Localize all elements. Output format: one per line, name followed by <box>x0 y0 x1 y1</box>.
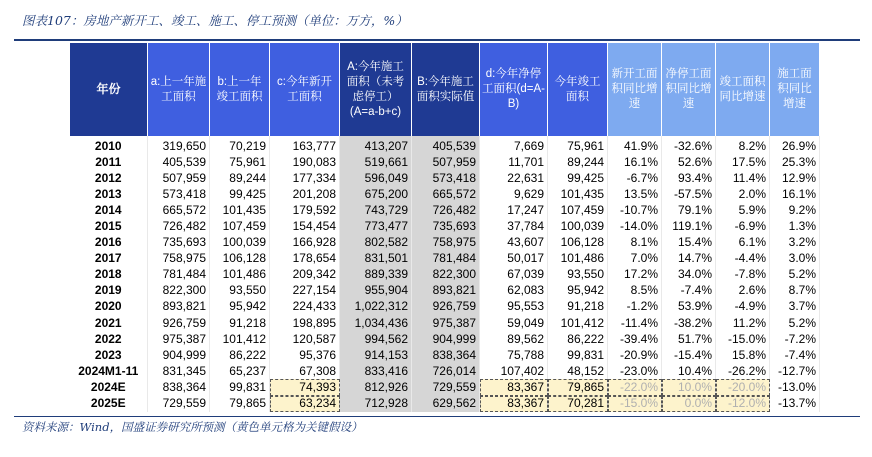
forecast-table <box>69 42 820 412</box>
value-cell: -7.4% <box>662 283 716 299</box>
value-cell: 926,759 <box>412 299 480 315</box>
value-cell: 11.4% <box>716 170 770 186</box>
value-cell: 70,281 <box>548 396 608 412</box>
year-cell: 2012 <box>70 170 148 186</box>
value-cell: 75,961 <box>548 136 608 154</box>
value-cell: 8.5% <box>608 283 662 299</box>
value-cell: 665,572 <box>412 186 480 202</box>
value-cell: 665,572 <box>148 202 210 218</box>
value-cell: 100,039 <box>548 218 608 234</box>
year-cell: 2013 <box>70 186 148 202</box>
value-cell: 9,629 <box>480 186 548 202</box>
table-row <box>70 283 820 299</box>
value-cell: 52.6% <box>662 154 716 170</box>
value-cell: 6.1% <box>716 235 770 251</box>
value-cell: 758,975 <box>412 235 480 251</box>
value-cell: 735,693 <box>412 218 480 234</box>
header-cell: A:今年施工面积（未考虑停工）(A=a-b+c) <box>340 43 412 137</box>
value-cell: 154,454 <box>270 218 340 234</box>
value-cell: 17,247 <box>480 202 548 218</box>
value-cell: 50,017 <box>480 251 548 267</box>
value-cell: 758,975 <box>148 251 210 267</box>
table-row <box>70 154 820 170</box>
value-cell: 1.3% <box>770 218 820 234</box>
table-row <box>70 170 820 186</box>
value-cell: 822,300 <box>148 283 210 299</box>
value-cell: 8.2% <box>716 136 770 154</box>
value-cell: 14.7% <box>662 251 716 267</box>
header-cell: 净停工面积同比增速 <box>662 43 716 137</box>
year-cell: 2019 <box>70 283 148 299</box>
source-rule <box>14 416 860 417</box>
value-cell: 86,222 <box>548 331 608 347</box>
value-cell: 101,412 <box>210 331 270 347</box>
value-cell: 178,654 <box>270 251 340 267</box>
year-cell: 2021 <box>70 315 148 331</box>
value-cell: 726,482 <box>412 202 480 218</box>
value-cell: 838,364 <box>148 379 210 395</box>
value-cell: 190,083 <box>270 154 340 170</box>
value-cell: -12.0% <box>716 396 770 412</box>
table-row <box>70 202 820 218</box>
year-cell: 2022 <box>70 331 148 347</box>
value-cell: 209,342 <box>270 267 340 283</box>
value-cell: 975,387 <box>148 331 210 347</box>
value-cell: 573,418 <box>412 170 480 186</box>
value-cell: 781,484 <box>412 251 480 267</box>
value-cell: 95,942 <box>210 299 270 315</box>
year-cell: 2024E <box>70 379 148 395</box>
value-cell: 975,387 <box>412 315 480 331</box>
value-cell: -7.8% <box>716 267 770 283</box>
value-cell: 11.2% <box>716 315 770 331</box>
value-cell: 629,562 <box>412 396 480 412</box>
value-cell: 838,364 <box>412 347 480 363</box>
value-cell: -13.7% <box>770 396 820 412</box>
value-cell: 53.9% <box>662 299 716 315</box>
value-cell: -38.2% <box>662 315 716 331</box>
value-cell: 101,486 <box>210 267 270 283</box>
value-cell: 79,865 <box>548 379 608 395</box>
value-cell: 227,154 <box>270 283 340 299</box>
value-cell: 79,865 <box>210 396 270 412</box>
value-cell: 10.4% <box>662 363 716 379</box>
value-cell: 51.7% <box>662 331 716 347</box>
value-cell: 93.4% <box>662 170 716 186</box>
value-cell: -6.7% <box>608 170 662 186</box>
value-cell: 955,904 <box>340 283 412 299</box>
value-cell: -7.4% <box>770 347 820 363</box>
value-cell: -15.4% <box>662 347 716 363</box>
value-cell: 62,083 <box>480 283 548 299</box>
value-cell: 7,669 <box>480 136 548 154</box>
value-cell: 712,928 <box>340 396 412 412</box>
value-cell: 26.9% <box>770 136 820 154</box>
value-cell: 99,425 <box>210 186 270 202</box>
value-cell: 12.9% <box>770 170 820 186</box>
value-cell: 904,999 <box>412 331 480 347</box>
value-cell: 10.0% <box>662 379 716 395</box>
value-cell: 224,433 <box>270 299 340 315</box>
value-cell: 99,831 <box>210 379 270 395</box>
value-cell: 63,234 <box>270 396 340 412</box>
value-cell: 67,039 <box>480 267 548 283</box>
year-cell: 2025E <box>70 396 148 412</box>
table-row <box>70 396 820 412</box>
year-cell: 2010 <box>70 136 148 154</box>
header-cell: 竣工面积同比增速 <box>716 43 770 137</box>
value-cell: 198,895 <box>270 315 340 331</box>
value-cell: 107,459 <box>210 218 270 234</box>
value-cell: 79.1% <box>662 202 716 218</box>
value-cell: -7.2% <box>770 331 820 347</box>
header-row <box>70 43 820 137</box>
value-cell: 22,631 <box>480 170 548 186</box>
value-cell: -6.9% <box>716 218 770 234</box>
value-cell: -15.0% <box>716 331 770 347</box>
value-cell: -1.2% <box>608 299 662 315</box>
value-cell: 573,418 <box>148 186 210 202</box>
value-cell: 413,207 <box>340 136 412 154</box>
value-cell: 0.0% <box>662 396 716 412</box>
value-cell: 74,393 <box>270 379 340 395</box>
value-cell: 926,759 <box>148 315 210 331</box>
header-cell: d:今年净停工面积(d=A-B) <box>480 43 548 137</box>
value-cell: 34.0% <box>662 267 716 283</box>
table-body <box>70 136 820 412</box>
year-cell: 2024M1-11 <box>70 363 148 379</box>
value-cell: 179,592 <box>270 202 340 218</box>
table-row <box>70 379 820 395</box>
value-cell: 101,435 <box>210 202 270 218</box>
source-note: 资料来源：Wind，国盛证券研究所预测（黄色单元格为关键假设） <box>22 420 363 434</box>
value-cell: 163,777 <box>270 136 340 154</box>
header-cell: c:今年新开工面积 <box>270 43 340 137</box>
value-cell: 904,999 <box>148 347 210 363</box>
value-cell: 95,553 <box>480 299 548 315</box>
value-cell: 729,559 <box>412 379 480 395</box>
value-cell: -20.9% <box>608 347 662 363</box>
value-cell: -13.0% <box>770 379 820 395</box>
value-cell: 89,244 <box>548 154 608 170</box>
table-row <box>70 363 820 379</box>
value-cell: 675,200 <box>340 186 412 202</box>
value-cell: 11,701 <box>480 154 548 170</box>
value-cell: 43,607 <box>480 235 548 251</box>
value-cell: 773,477 <box>340 218 412 234</box>
value-cell: 893,821 <box>148 299 210 315</box>
value-cell: 914,153 <box>340 347 412 363</box>
value-cell: 17.5% <box>716 154 770 170</box>
header-cell: 新开工面积同比增速 <box>608 43 662 137</box>
value-cell: -11.4% <box>608 315 662 331</box>
value-cell: 994,562 <box>340 331 412 347</box>
value-cell: 37,784 <box>480 218 548 234</box>
table-row <box>70 235 820 251</box>
table-row <box>70 136 820 154</box>
value-cell: -39.4% <box>608 331 662 347</box>
value-cell: 17.2% <box>608 267 662 283</box>
value-cell: -14.0% <box>608 218 662 234</box>
value-cell: 16.1% <box>608 154 662 170</box>
value-cell: -12.7% <box>770 363 820 379</box>
value-cell: 3.2% <box>770 235 820 251</box>
header-cell: 年份 <box>70 43 148 137</box>
value-cell: -4.4% <box>716 251 770 267</box>
value-cell: 5.9% <box>716 202 770 218</box>
table-row <box>70 299 820 315</box>
table-row <box>70 267 820 283</box>
value-cell: 7.0% <box>608 251 662 267</box>
value-cell: 101,486 <box>548 251 608 267</box>
value-cell: -15.0% <box>608 396 662 412</box>
value-cell: 89,562 <box>480 331 548 347</box>
value-cell: 83,367 <box>480 396 548 412</box>
value-cell: 107,402 <box>480 363 548 379</box>
value-cell: 405,539 <box>148 154 210 170</box>
value-cell: 735,693 <box>148 235 210 251</box>
table-row <box>70 218 820 234</box>
value-cell: 101,435 <box>548 186 608 202</box>
value-cell: 507,959 <box>148 170 210 186</box>
value-cell: 177,334 <box>270 170 340 186</box>
value-cell: 1,034,436 <box>340 315 412 331</box>
value-cell: 781,484 <box>148 267 210 283</box>
value-cell: 893,821 <box>412 283 480 299</box>
value-cell: -26.2% <box>716 363 770 379</box>
value-cell: 119.1% <box>662 218 716 234</box>
value-cell: 8.1% <box>608 235 662 251</box>
value-cell: -22.0% <box>608 379 662 395</box>
header-cell: b:上一年竣工面积 <box>210 43 270 137</box>
table-row <box>70 186 820 202</box>
value-cell: 99,831 <box>548 347 608 363</box>
value-cell: 2.0% <box>716 186 770 202</box>
value-cell: 405,539 <box>412 136 480 154</box>
value-cell: 507,959 <box>412 154 480 170</box>
value-cell: 75,961 <box>210 154 270 170</box>
value-cell: 831,345 <box>148 363 210 379</box>
value-cell: 9.2% <box>770 202 820 218</box>
value-cell: 743,729 <box>340 202 412 218</box>
value-cell: 89,244 <box>210 170 270 186</box>
value-cell: 833,416 <box>340 363 412 379</box>
value-cell: 5.2% <box>770 267 820 283</box>
value-cell: 83,367 <box>480 379 548 395</box>
table-row <box>70 315 820 331</box>
value-cell: 93,550 <box>210 283 270 299</box>
value-cell: 3.7% <box>770 299 820 315</box>
value-cell: 726,014 <box>412 363 480 379</box>
value-cell: 86,222 <box>210 347 270 363</box>
header-cell: B:今年施工面积实际值 <box>412 43 480 137</box>
value-cell: 729,559 <box>148 396 210 412</box>
table-row <box>70 251 820 267</box>
year-cell: 2020 <box>70 299 148 315</box>
value-cell: 2.6% <box>716 283 770 299</box>
year-cell: 2011 <box>70 154 148 170</box>
value-cell: 120,587 <box>270 331 340 347</box>
value-cell: 15.4% <box>662 235 716 251</box>
value-cell: 106,128 <box>210 251 270 267</box>
figure-title: 图表107：房地产新开工、竣工、施工、停工预测（单位：万方，%） <box>22 13 408 28</box>
value-cell: 8.7% <box>770 283 820 299</box>
value-cell: 13.5% <box>608 186 662 202</box>
value-cell: 48,152 <box>548 363 608 379</box>
year-cell: 2016 <box>70 235 148 251</box>
value-cell: 519,661 <box>340 154 412 170</box>
value-cell: 101,412 <box>548 315 608 331</box>
value-cell: -10.7% <box>608 202 662 218</box>
title-rule <box>14 39 860 41</box>
value-cell: 25.3% <box>770 154 820 170</box>
value-cell: -32.6% <box>662 136 716 154</box>
value-cell: 3.0% <box>770 251 820 267</box>
year-cell: 2015 <box>70 218 148 234</box>
value-cell: 889,339 <box>340 267 412 283</box>
value-cell: 41.9% <box>608 136 662 154</box>
value-cell: -20.0% <box>716 379 770 395</box>
value-cell: 91,218 <box>548 299 608 315</box>
value-cell: 1,022,312 <box>340 299 412 315</box>
value-cell: 201,208 <box>270 186 340 202</box>
value-cell: 95,942 <box>548 283 608 299</box>
value-cell: 93,550 <box>548 267 608 283</box>
table-row <box>70 347 820 363</box>
value-cell: 726,482 <box>148 218 210 234</box>
value-cell: -4.9% <box>716 299 770 315</box>
value-cell: 15.8% <box>716 347 770 363</box>
table-row <box>70 331 820 347</box>
value-cell: 802,582 <box>340 235 412 251</box>
year-cell: 2023 <box>70 347 148 363</box>
value-cell: 106,128 <box>548 235 608 251</box>
value-cell: 91,218 <box>210 315 270 331</box>
value-cell: 95,376 <box>270 347 340 363</box>
value-cell: 107,459 <box>548 202 608 218</box>
value-cell: 75,788 <box>480 347 548 363</box>
value-cell: 596,049 <box>340 170 412 186</box>
value-cell: 70,219 <box>210 136 270 154</box>
value-cell: 5.2% <box>770 315 820 331</box>
value-cell: 812,926 <box>340 379 412 395</box>
value-cell: 319,650 <box>148 136 210 154</box>
value-cell: 100,039 <box>210 235 270 251</box>
value-cell: -57.5% <box>662 186 716 202</box>
value-cell: -23.0% <box>608 363 662 379</box>
value-cell: 831,501 <box>340 251 412 267</box>
value-cell: 16.1% <box>770 186 820 202</box>
year-cell: 2018 <box>70 267 148 283</box>
value-cell: 822,300 <box>412 267 480 283</box>
value-cell: 166,928 <box>270 235 340 251</box>
year-cell: 2017 <box>70 251 148 267</box>
header-cell: a:上一年施工面积 <box>148 43 210 137</box>
value-cell: 99,425 <box>548 170 608 186</box>
header-cell: 施工面积同比增速 <box>770 43 820 137</box>
header-cell: 今年竣工面积 <box>548 43 608 137</box>
value-cell: 59,049 <box>480 315 548 331</box>
value-cell: 65,237 <box>210 363 270 379</box>
value-cell: 67,308 <box>270 363 340 379</box>
year-cell: 2014 <box>70 202 148 218</box>
